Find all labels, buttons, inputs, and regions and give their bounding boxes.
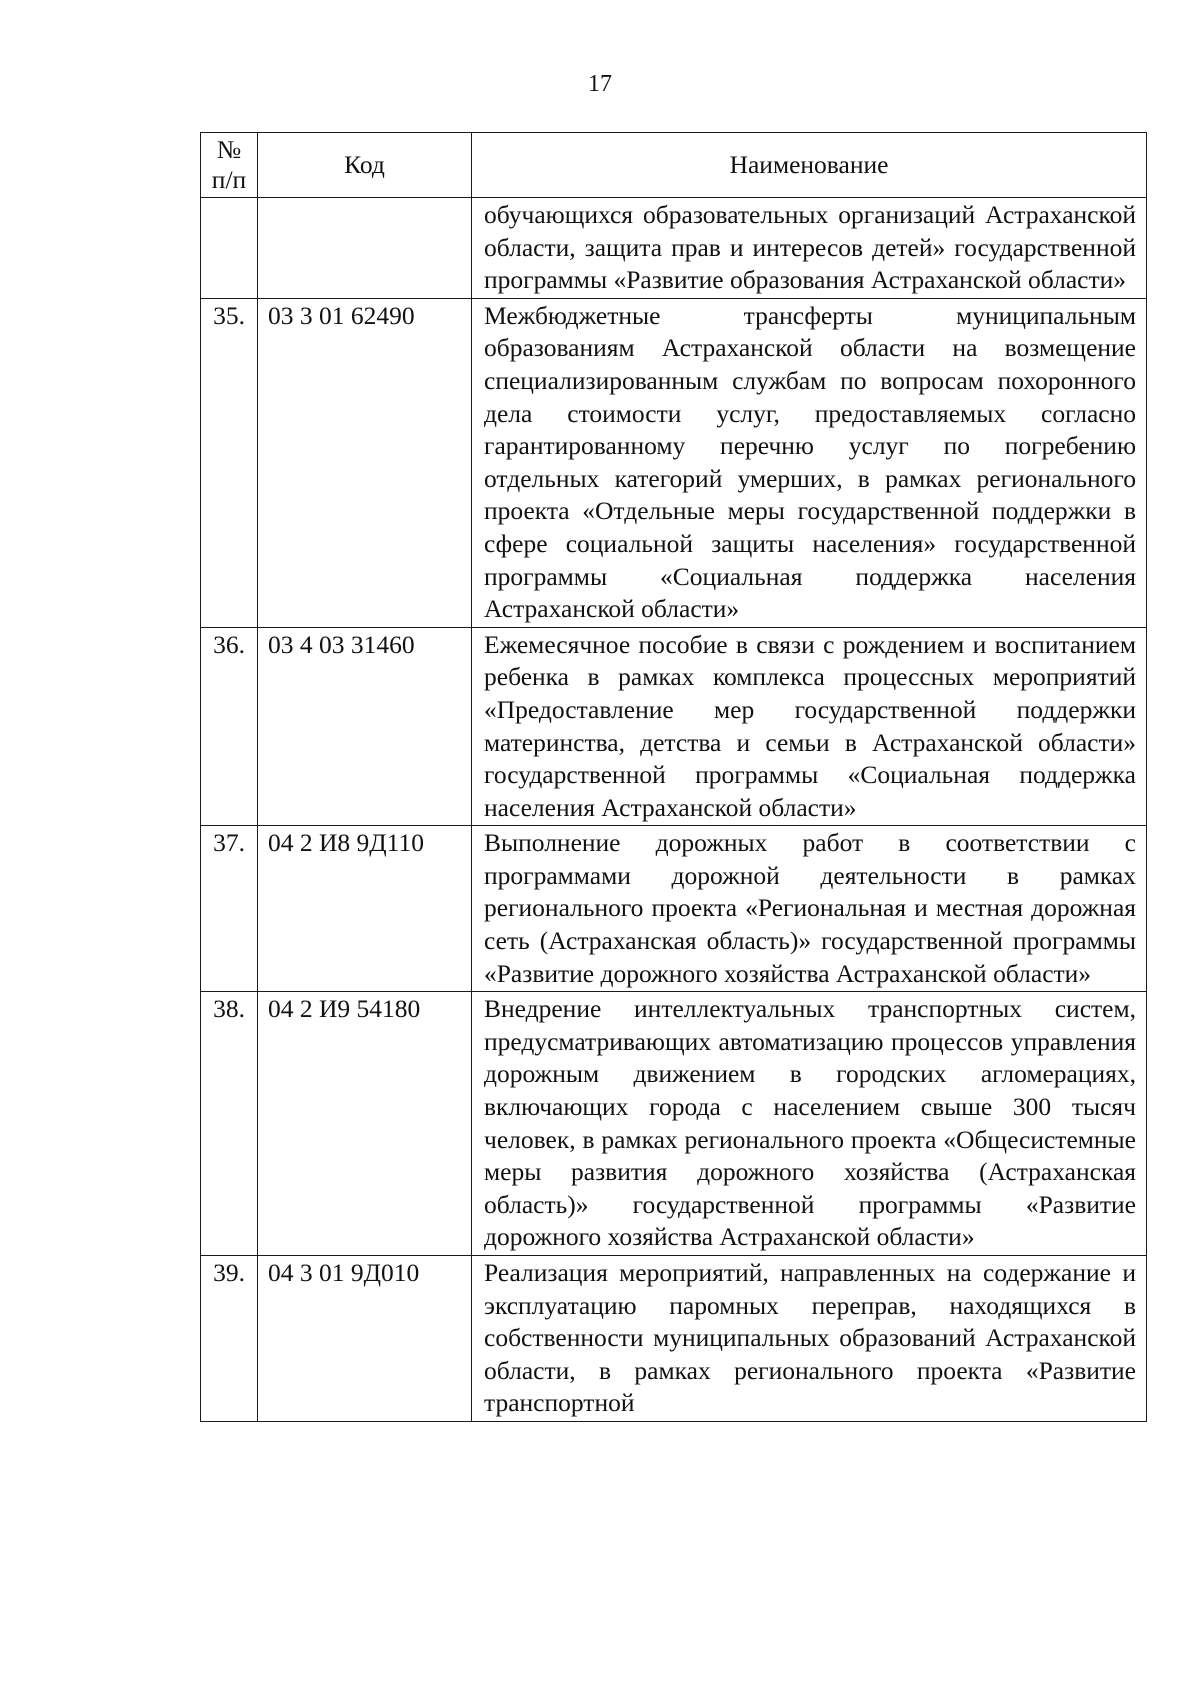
row-number [201, 198, 258, 299]
row-name: Ежемесячное пособие в связи с рождением и воспитанием ребенка в рамках комплекса процессных мероприятий «Предоставление мер государственной поддержки материнства, детства и семьи в Астраханской области» государственной программы «Социальная поддержка населения Астраханской области» [472, 627, 1147, 826]
row-code [258, 198, 472, 299]
header-number [201, 133, 258, 198]
table-row [201, 198, 1147, 299]
table-header-row [201, 133, 1147, 198]
row-name: Реализация мероприятий, направленных на содержание и эксплуатацию паромных переправ, находящихся в собственности муниципальных образований Астраханской области, в рамках регионального проекта «Развитие транспортной [472, 1256, 1147, 1422]
row-name: Внедрение интеллектуальных транспортных систем, предусматривающих автоматизацию процессов управления дорожным движением в городских агломерациях, включающих города с населением свыше 300 тысяч человек, в рамках регионального проекта «Общесистемные меры развития дорожного хозяйства (Астраханская область)» государственной программы «Развитие дорожного хозяйства Астраханской области» [472, 992, 1147, 1256]
row-code: 03 3 01 62490 [258, 298, 472, 627]
row-code: 04 2 И9 54180 [258, 992, 472, 1256]
row-number: 37. [201, 826, 258, 992]
row-name: обучающихся образовательных организаций Астраханской области, защита прав и интересов детей» государственной программы «Развитие образования Астраханской области» [472, 198, 1147, 299]
row-number: 38. [201, 992, 258, 1256]
row-code: 04 3 01 9Д010 [258, 1256, 472, 1422]
table-row [201, 298, 1147, 627]
header-number-abbr: п/п [211, 165, 247, 194]
header-name: Наименование [472, 133, 1147, 198]
table-row [201, 826, 1147, 992]
row-number: 36. [201, 627, 258, 826]
row-number: 35. [201, 298, 258, 627]
table-row [201, 992, 1147, 1256]
document-table [200, 132, 1147, 1422]
row-name: Выполнение дорожных работ в соответствии с программами дорожной деятельности в рамках регионального проекта «Региональная и местная дорожная сеть (Астраханская область)» государственной программы «Развитие дорожного хозяйства Астраханской области» [472, 826, 1147, 992]
table-row [201, 627, 1147, 826]
row-code: 04 2 И8 9Д110 [258, 826, 472, 992]
page-number: 17 [588, 71, 612, 97]
table-row [201, 1256, 1147, 1422]
header-number-sign: № [216, 135, 242, 164]
row-code: 03 4 03 31460 [258, 627, 472, 826]
row-number: 39. [201, 1256, 258, 1422]
row-name: Межбюджетные трансферты муниципальным образованиям Астраханской области на возмещение специализированным службам по вопросам похоронного дела стоимости услуг, предоставляемых согласно гарантированному перечню услуг по погребению отдельных категорий умерших, в рамках регионального проекта «Отдельные меры государственной поддержки в сфере социальной защиты населения» государственной программы «Социальная поддержка населения Астраханской области» [472, 298, 1147, 627]
header-code: Код [258, 133, 472, 198]
